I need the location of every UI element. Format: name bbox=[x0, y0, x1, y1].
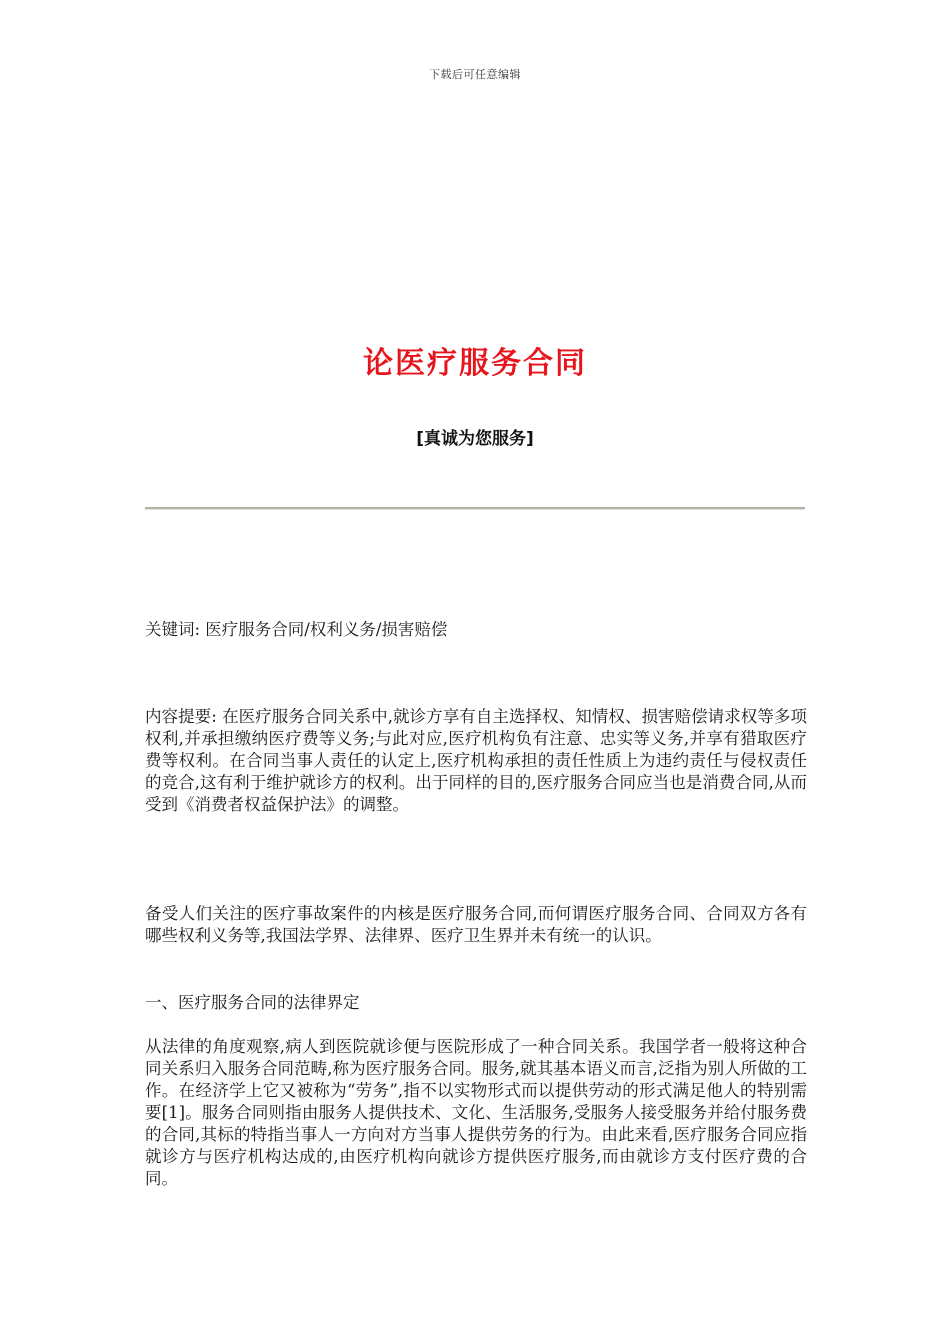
abstract-paragraph: 内容提要: 在医疗服务合同关系中,就诊方享有自主选择权、知情权、损害赔偿请求权等多项权利,并承担缴纳医疗费等义务;与此对应,医疗机构负有注意、忠实等义务,并享有猎取医疗费等权利。在合同当事人责任的认定上,医疗机构承担的责任性质上为违约责任与侵权责任的竞合,这有利于维护就诊方的权利。出于同样的目的,医疗服务合同应当也是消费合同,从而受到《消费者权益保护法》的调整。 bbox=[145, 707, 807, 814]
intro-paragraph: 备受人们关注的医疗事故案件的内核是医疗服务合同,而何谓医疗服务合同、合同双方各有哪些权利义务等,我国法学界、法律界、医疗卫生界并未有统一的认识。 bbox=[145, 904, 807, 945]
header-note: 下载后可任意编辑 bbox=[429, 68, 521, 81]
document-title: 论医疗服务合同 bbox=[363, 346, 587, 381]
body-paragraph: 从法律的角度观察,病人到医院就诊便与医院形成了一种合同关系。我国学者一般将这种合同关系归入服务合同范畴,称为医疗服务合同。服务,就其基本语义而言,泛指为别人所做的工作。在经济学上它又被称为“劳务”,指不以实物形式而以提供劳动的形式满足他人的特别需要[1]。服务合同则指由服务人提供技术、文化、生活服务,受服务人接受服务并给付服务费的合同,其标的特指当事人一方向对方当事人提供劳务的行为。由此来看,医疗服务合同应指就诊方与医疗机构达成的,由医疗机构向就诊方提供医疗服务,而由就诊方支付医疗费的合同。 bbox=[145, 1037, 807, 1188]
divider-rule bbox=[145, 507, 805, 510]
document-subtitle: [真诚为您服务] bbox=[416, 429, 534, 449]
section-heading: 一、医疗服务合同的法律界定 bbox=[145, 993, 360, 1012]
keywords-line: 关键词: 医疗服务合同/权利义务/损害赔偿 bbox=[145, 620, 448, 639]
